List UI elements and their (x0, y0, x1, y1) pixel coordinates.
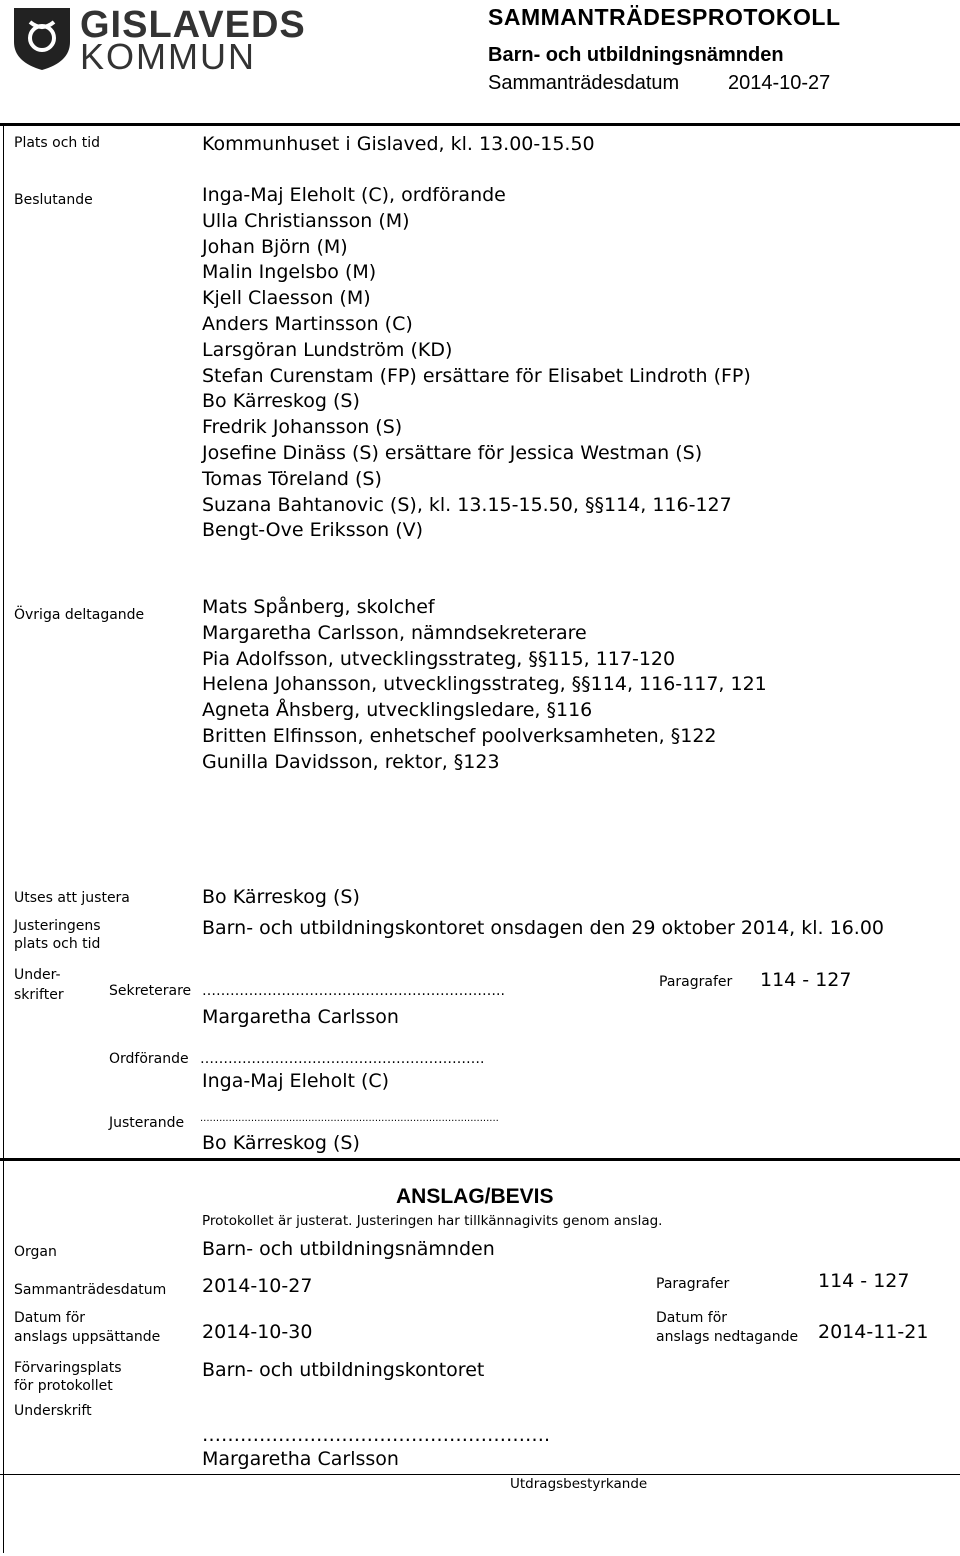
header-date-value: 2014-10-27 (728, 72, 831, 94)
list-item: Inga-Maj Eleholt (C), ordförande (202, 184, 506, 206)
document-title: SAMMANTRÄDESPROTOKOLL (488, 4, 841, 30)
chair-dots: ……………………………………………………. (200, 1051, 485, 1067)
notice-date-value: 2014-10-27 (202, 1275, 313, 1297)
posted-label-1: Datum för (14, 1310, 86, 1326)
list-item: Kjell Claesson (M) (202, 287, 371, 310)
logo (10, 2, 306, 77)
signature-dots: ………………………………………………. (202, 1424, 551, 1446)
adjuster-label: Utses att justera (14, 890, 130, 906)
notice-paragraphs-value: 114 - 127 (818, 1270, 910, 1292)
adjust-place-label-1: Justeringens (14, 918, 101, 934)
list-item: Larsgöran Lundström (KD) (202, 338, 453, 361)
list-item: Malin Ingelsbo (M) (202, 261, 377, 284)
organ-value: Barn- och utbildningsnämnden (202, 1238, 495, 1260)
list-item: Johan Björn (M) (202, 235, 348, 258)
removed-label-2: anslags nedtagande (656, 1329, 799, 1345)
paragraphs-value: 114 - 127 (760, 969, 852, 991)
chair-name: Inga-Maj Eleholt (C) (202, 1070, 390, 1092)
list-item: Agneta Åhsberg, utvecklingsledare, §116 (202, 699, 593, 722)
logo-line2: KOMMUN (80, 36, 256, 77)
list-item: Bengt-Ove Eriksson (V) (202, 519, 424, 542)
list-item: Mats Spånberg, skolchef (202, 596, 435, 618)
sign-label-1: Under- (14, 967, 61, 983)
storage-label-1: Förvaringsplats (14, 1360, 122, 1376)
adjust-place-value: Barn- och utbildningskontoret onsdagen den 29 oktober 2014, kl. 16.00 (202, 917, 885, 939)
removed-value: 2014-11-21 (818, 1321, 929, 1343)
list-item: Bo Kärreskog (S) (202, 390, 360, 413)
adjuster2-label: Justerande (109, 1115, 185, 1131)
decision-label: Beslutande (14, 192, 93, 208)
storage-label-2: för protokollet (14, 1378, 113, 1394)
signature-name: Margaretha Carlsson (202, 1448, 399, 1470)
secretary-dots: ……………………………………………………….. (202, 983, 505, 999)
certified-label: Utdragsbestyrkande (510, 1476, 648, 1492)
adjuster2-dots: .............................................................................................. (200, 1113, 499, 1124)
adjust-place-label-2: plats och tid (14, 936, 101, 952)
municipality-emblem-icon (10, 2, 74, 72)
header-date-label: Sammanträdesdatum (488, 72, 680, 94)
list-item: Suzana Bahtanovic (S), kl. 13.15-15.50, §§114, 116-127 (202, 493, 732, 516)
list-item: Josefine Dinäss (S) ersättare för Jessica Westman (S) (202, 441, 703, 464)
header-divider (0, 123, 960, 126)
list-item: Fredrik Johansson (S) (202, 416, 403, 439)
list-item: Anders Martinsson (C) (202, 312, 413, 335)
secretary-name: Margaretha Carlsson (202, 1006, 399, 1028)
others-list (202, 595, 767, 776)
adjuster-value: Bo Kärreskog (S) (202, 886, 360, 908)
place-label: Plats och tid (14, 135, 100, 151)
adjuster2-name: Bo Kärreskog (S) (202, 1132, 360, 1154)
others-label: Övriga deltagande (14, 607, 145, 623)
header-committee: Barn- och utbildningsnämnden (488, 44, 784, 66)
notice-date-label: Sammanträdesdatum (14, 1282, 167, 1298)
section-divider (0, 1158, 960, 1161)
organ-label: Organ (14, 1244, 57, 1260)
decision-list (202, 183, 751, 544)
notice-subtitle: Protokollet är justerat. Justeringen har tillkännagivits genom anslag. (202, 1213, 663, 1229)
list-item: Helena Johansson, utvecklingsstrateg, §§114, 116-117, 121 (202, 673, 767, 696)
list-item: Britten Elfinsson, enhetschef poolverksamheten, §122 (202, 724, 717, 747)
bottom-divider (0, 1474, 960, 1475)
list-item: Margaretha Carlsson, nämndsekreterare (202, 621, 587, 644)
sign-label-2: skrifter (14, 987, 64, 1003)
notice-title: ANSLAG/BEVIS (396, 1185, 554, 1208)
secretary-label: Sekreterare (109, 983, 192, 999)
signature-label: Underskrift (14, 1403, 92, 1419)
logo-line1: GISLAVEDS (80, 4, 306, 46)
list-item: Ulla Christiansson (M) (202, 209, 410, 232)
list-item: Gunilla Davidsson, rektor, §123 (202, 750, 500, 773)
notice-paragraphs-label: Paragrafer (656, 1276, 730, 1292)
list-item: Pia Adolfsson, utvecklingsstrateg, §§115, 117-120 (202, 647, 676, 670)
paragraphs-label: Paragrafer (659, 974, 733, 990)
storage-value: Barn- och utbildningskontoret (202, 1359, 485, 1381)
chair-label: Ordförande (109, 1051, 189, 1067)
posted-value: 2014-10-30 (202, 1321, 313, 1343)
removed-label-1: Datum för (656, 1310, 728, 1326)
list-item: Tomas Töreland (S) (202, 467, 382, 490)
place-value: Kommunhuset i Gislaved, kl. 13.00-15.50 (202, 133, 595, 155)
left-border (3, 123, 4, 1553)
list-item: Stefan Curenstam (FP) ersättare för Elisabet Lindroth (FP) (202, 364, 751, 387)
posted-label-2: anslags uppsättande (14, 1329, 161, 1345)
